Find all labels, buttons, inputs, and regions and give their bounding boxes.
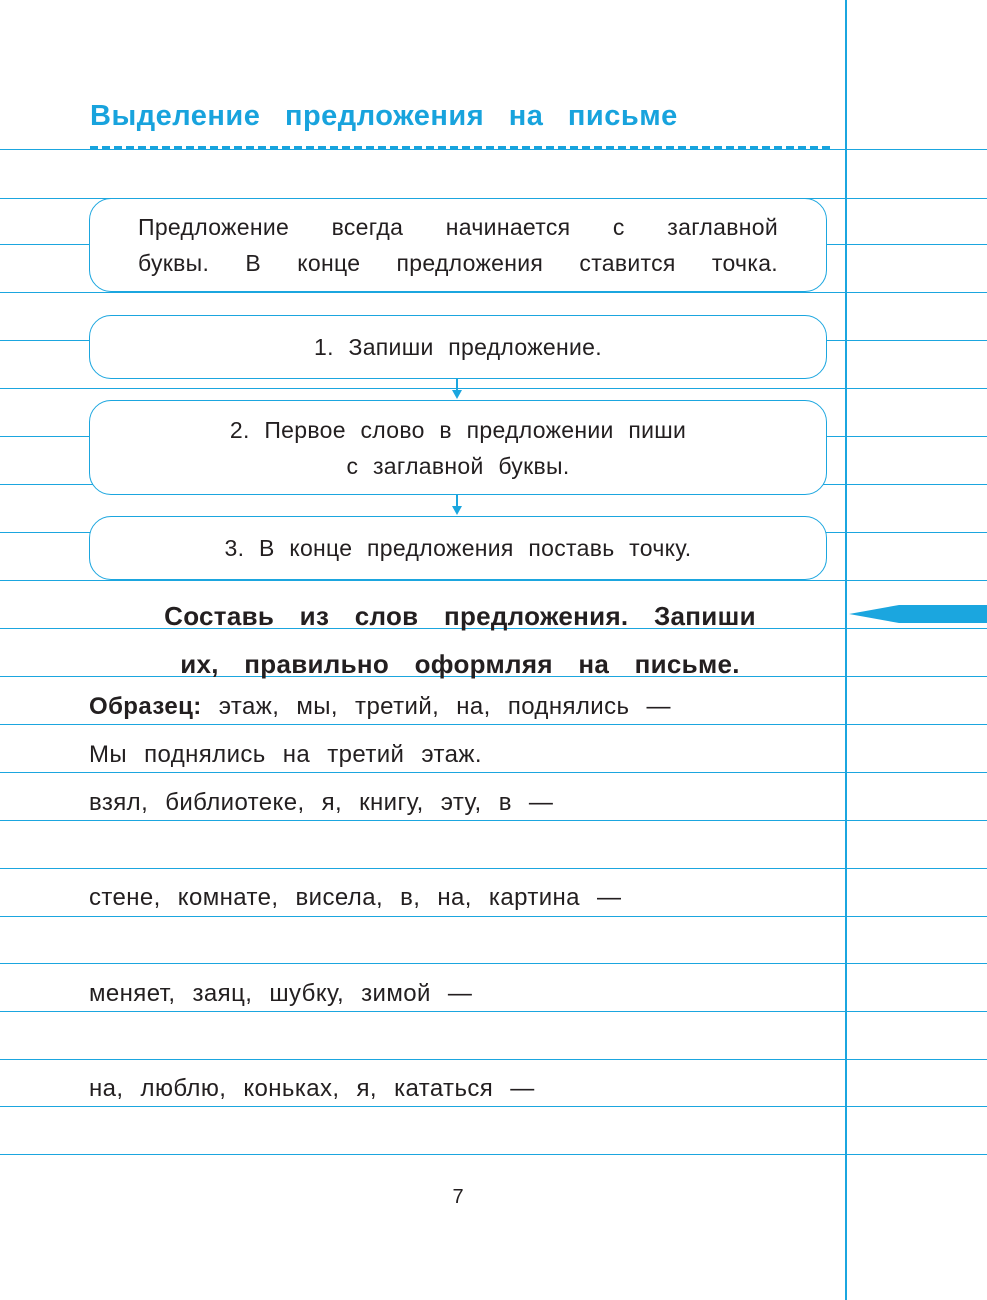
ruled-line [0,868,987,869]
ruled-line [0,1059,987,1060]
ruled-line [0,820,987,821]
ruled-line [0,388,987,389]
page-number: 7 [452,1186,464,1208]
page-title: Выделение предложения на письме [90,100,678,132]
task-line-1: Составь из слов предложения. Запиши [164,601,756,631]
ruled-line [0,580,987,581]
arrow-down-icon [451,378,463,400]
ruled-line [0,1106,987,1107]
step-1-box [89,315,827,379]
exercise-item: на, люблю, коньках, я, кататься — [89,1075,535,1102]
ruled-line [0,1154,987,1155]
example-answer: Мы поднялись на третий этаж. [89,741,482,768]
arrow-down-icon [451,494,463,516]
bookmark-pointer-icon [849,605,987,623]
example-label: Образец: [89,693,202,720]
ruled-line [0,292,987,293]
example-line [89,692,671,722]
step-3-text: 3. В конце предложения поставь точку. [224,535,692,561]
step-2-line-1: 2. Первое слово в предложении пиши [229,416,687,443]
exercise-item: стене, комнате, висела, в, на, картина — [89,884,622,911]
title-underline [90,146,830,150]
ruled-line [0,1011,987,1012]
ruled-line [0,916,987,917]
rule-line-1: Предложение всегда начинается с заглавной [138,214,778,240]
ruled-line [0,724,987,725]
ruled-line [0,772,987,773]
example-words: этаж, мы, третий, на, поднялись — [218,693,671,720]
rule-line-2: буквы. В конце предложения ставится точка. [138,250,778,276]
task-instruction [90,592,830,688]
step-2-text [230,412,686,484]
step-1-text: 1. Запиши предложение. [314,334,602,360]
step-2-line-2: с заглавной буквы. [346,452,570,479]
step-3-box [89,516,827,580]
step-2-box [89,400,827,495]
task-line-2: их, правильно оформляя на письме. [180,649,740,679]
rule-box [89,198,827,292]
ruled-line [0,963,987,964]
rule-text [138,209,778,281]
exercise-item: меняет, заяц, шубку, зимой — [89,980,473,1007]
margin-line [845,0,847,1300]
exercise-item: взял, библиотеке, я, книгу, эту, в — [89,789,554,816]
